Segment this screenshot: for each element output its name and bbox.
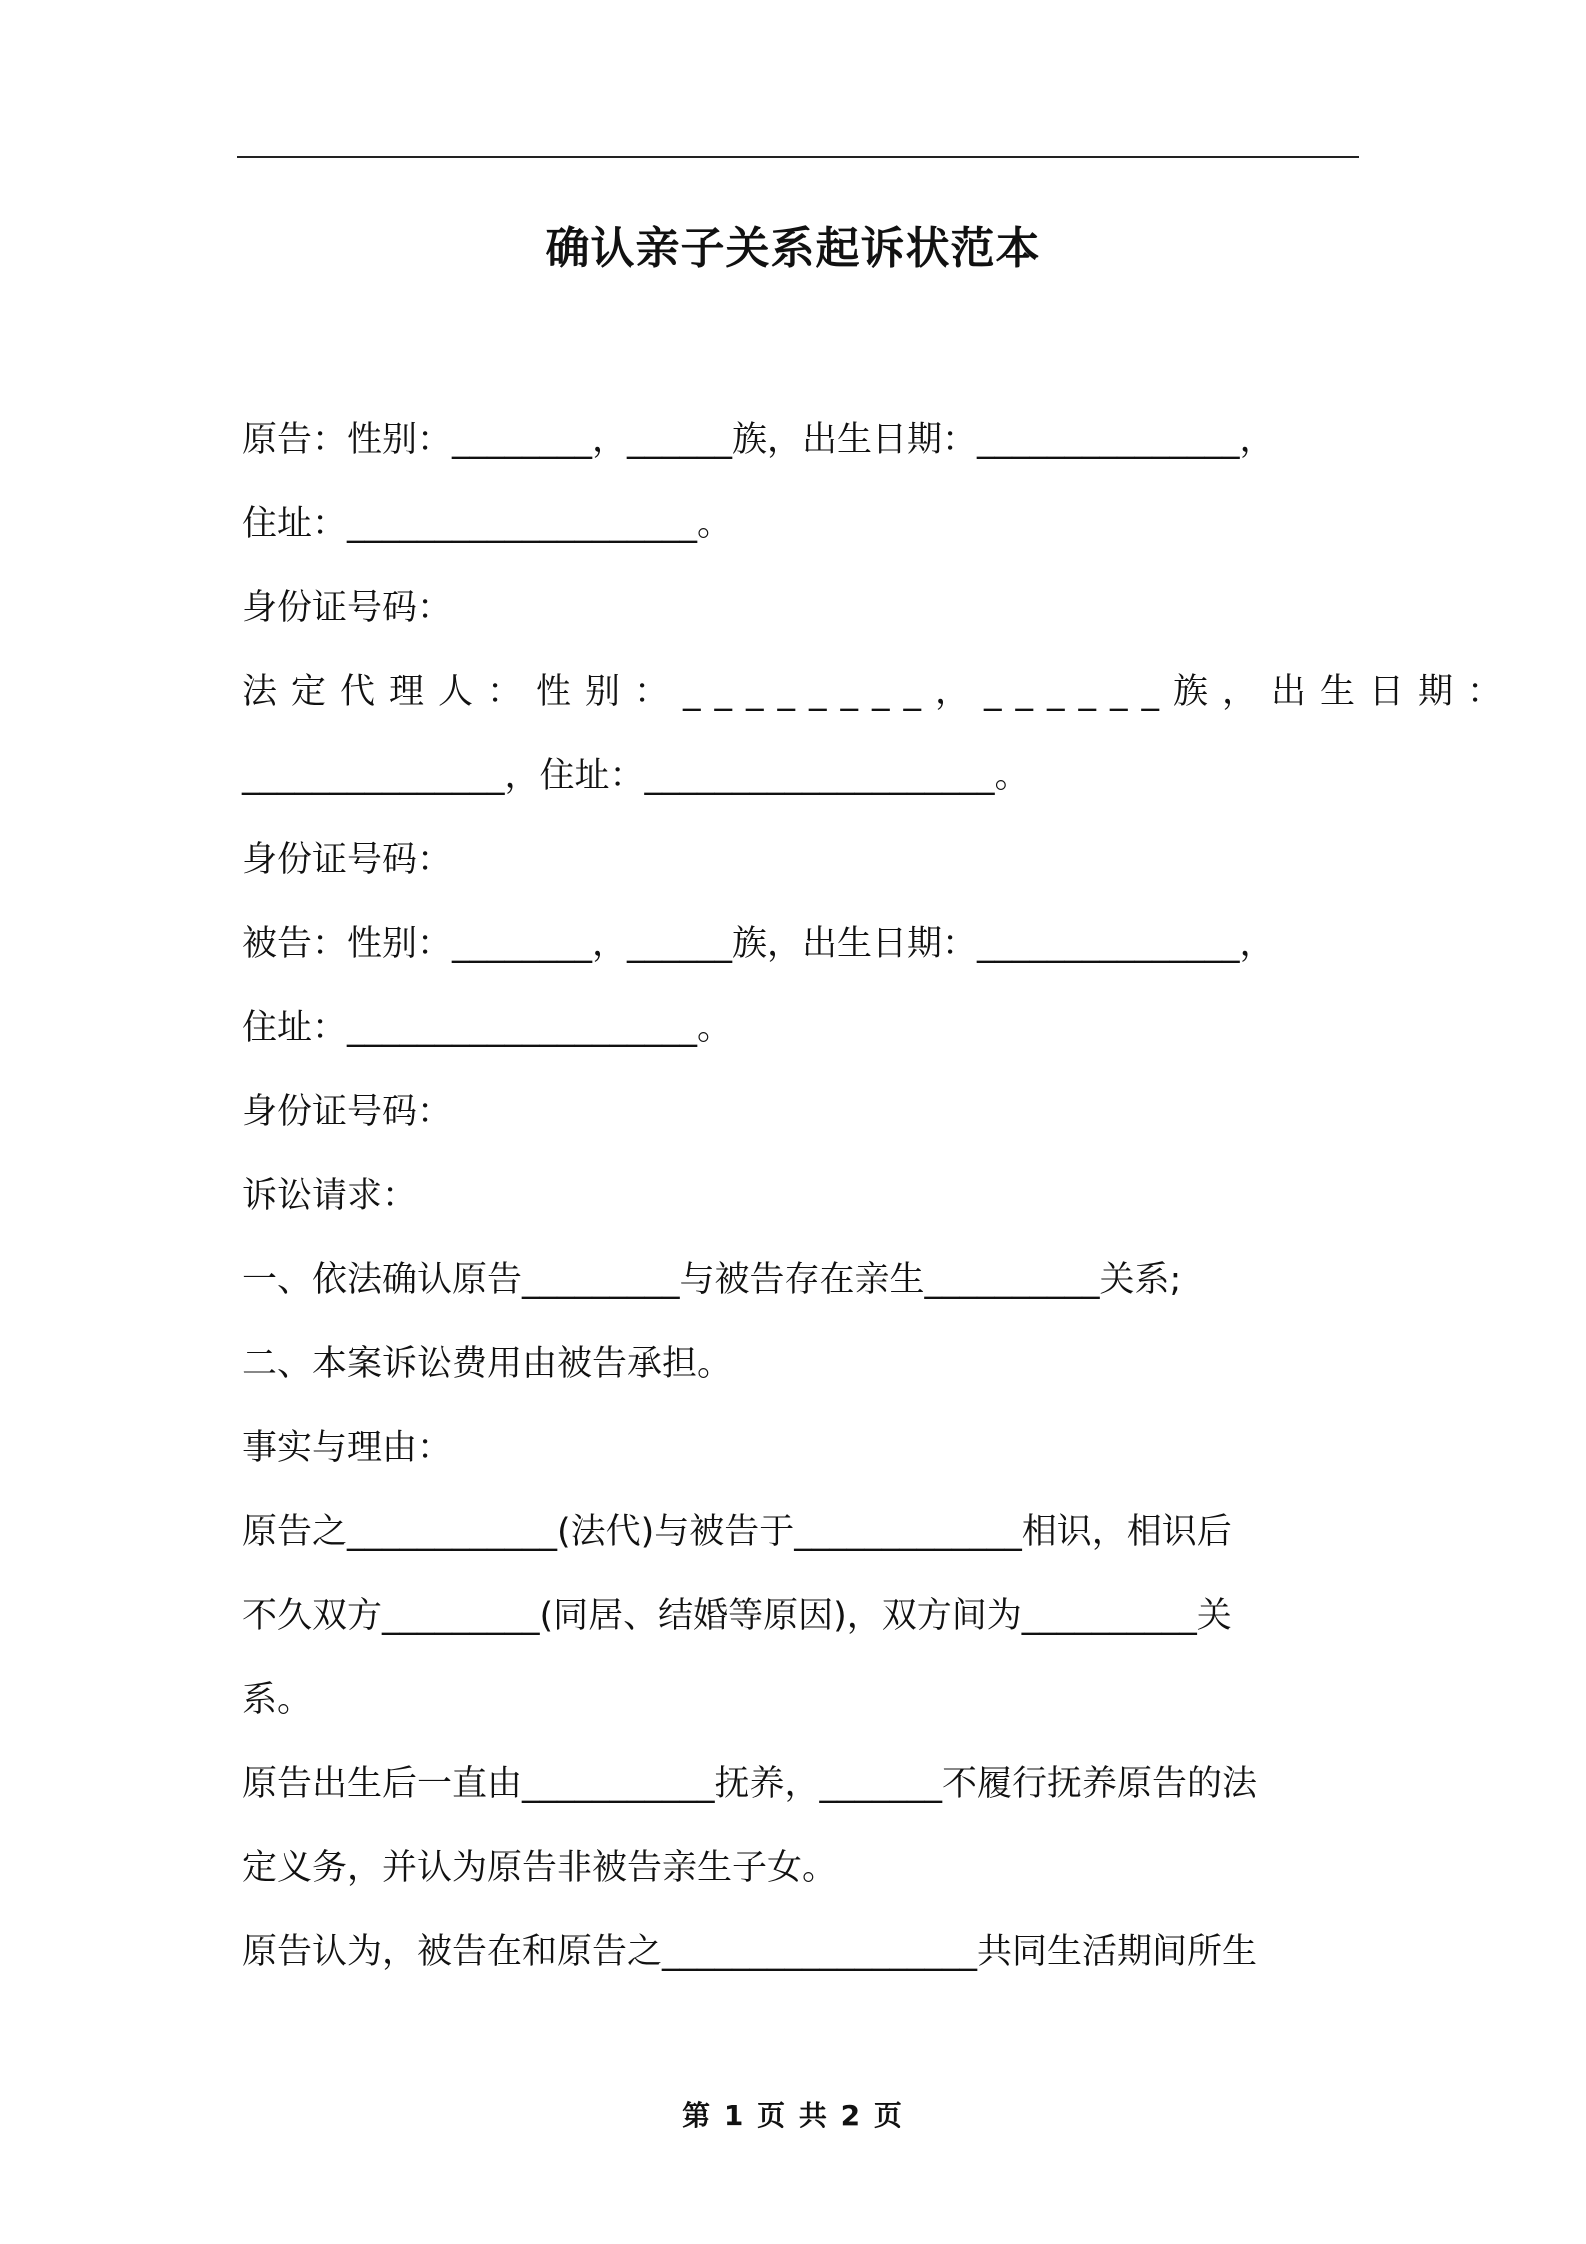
facts-paragraph-1-line-2: 不久双方_________(同居、结婚等原因)，双方间为__________关 <box>242 1596 1232 1636</box>
claim-item-2: 二、本案诉讼费用由被告承担。 <box>242 1344 733 1384</box>
facts-heading: 事实与理由： <box>242 1428 453 1468</box>
document-title: 确认亲子关系起诉状范本 <box>545 223 1041 274</box>
facts-paragraph-3-line-1: 原告认为，被告在和原告之__________________共同生活期间所生 <box>242 1932 1258 1972</box>
legal-agent-info-line: 法定代理人：性别：________，______族，出生日期： <box>242 672 1517 712</box>
legal-agent-id-line: 身份证号码： <box>242 840 453 880</box>
defendant-info-line: 被告：性别：________，______族，出生日期：_______________， <box>242 924 1275 964</box>
facts-paragraph-2-line-2: 定义务，并认为原告非被告亲生子女。 <box>242 1848 838 1888</box>
plaintiff-address-line: 住址：____________________。 <box>242 504 733 544</box>
facts-paragraph-1-line-3: 系。 <box>242 1680 313 1720</box>
defendant-id-line: 身份证号码： <box>242 1092 453 1132</box>
page-number-footer: 第 1 页 共 2 页 <box>682 2099 904 2132</box>
defendant-address-line: 住址：____________________。 <box>242 1008 733 1048</box>
document-body <box>242 398 1517 1994</box>
claim-item-1: 一、依法确认原告_________与被告存在亲生__________关系; <box>242 1260 1182 1300</box>
facts-paragraph-1-line-1: 原告之____________(法代)与被告于_____________相识，相识后 <box>242 1512 1232 1552</box>
plaintiff-info-line: 原告：性别：________，______族，出生日期：_______________， <box>242 420 1275 460</box>
legal-agent-address-line: _______________，住址：____________________。 <box>242 756 1030 796</box>
claims-heading: 诉讼请求： <box>242 1176 418 1216</box>
header-rule <box>237 156 1359 158</box>
facts-paragraph-2-line-1: 原告出生后一直由___________抚养，_______不履行抚养原告的法 <box>242 1764 1258 1804</box>
plaintiff-id-line: 身份证号码： <box>242 588 453 628</box>
